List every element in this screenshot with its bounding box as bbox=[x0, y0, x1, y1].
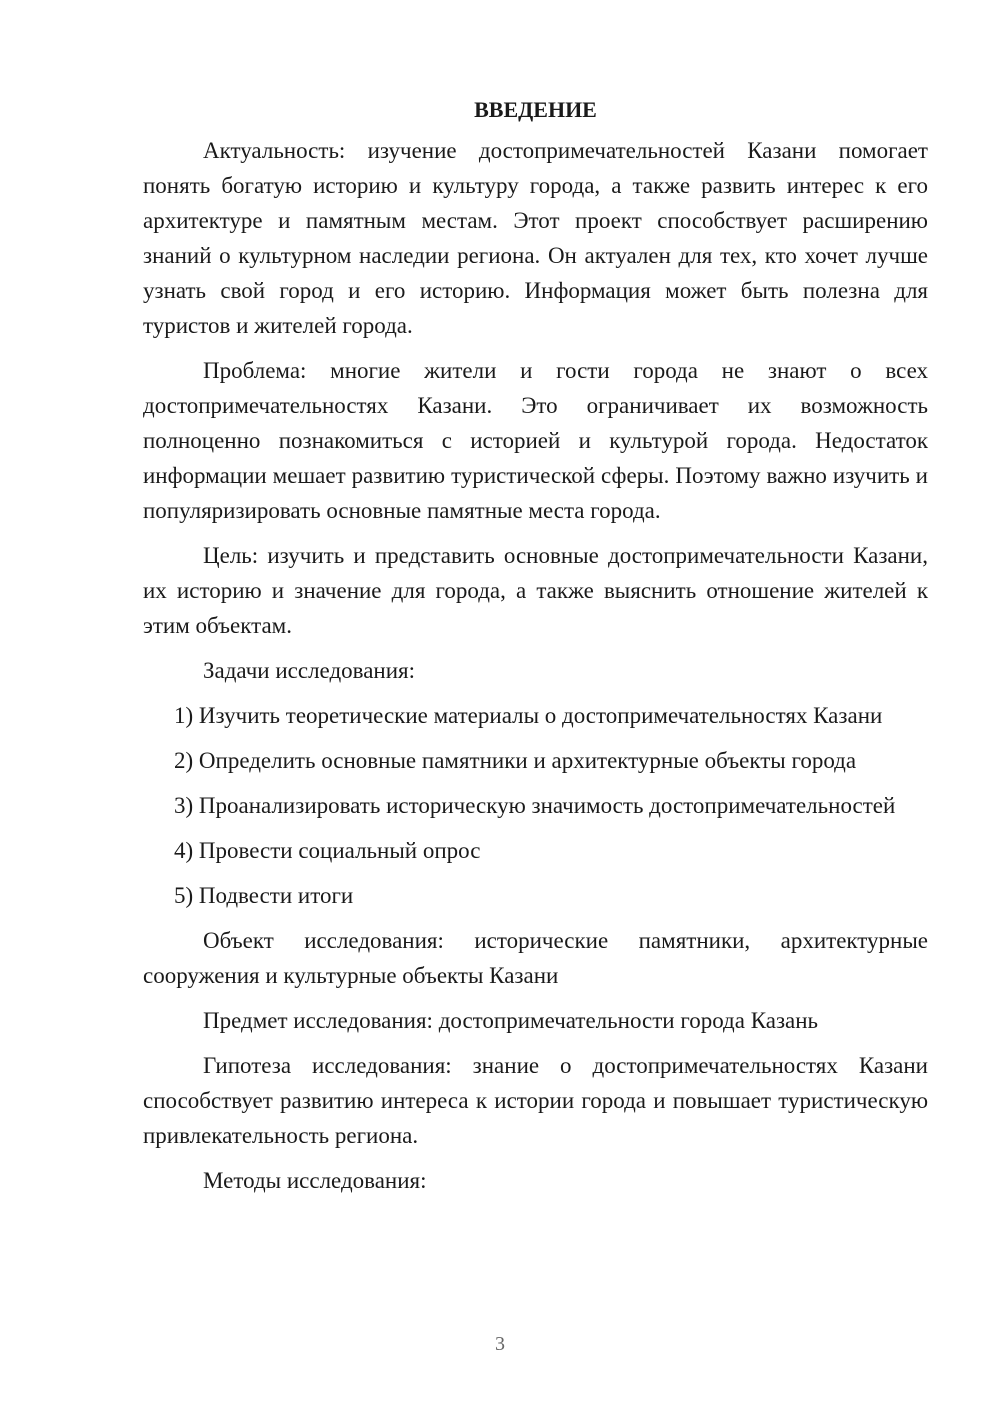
task-item-3: 3) Проанализировать историческую значимость достопримечательностей bbox=[174, 793, 896, 818]
task-item-1: 1) Изучить теоретические материалы о достопримечательностях Казани bbox=[174, 703, 883, 728]
object-paragraph: Объект исследования: исторические памятники, архитектурные сооружения и культурные объекты Казани bbox=[143, 928, 928, 988]
section-title: ВВЕДЕНИЕ bbox=[474, 97, 597, 122]
task-item-4: 4) Провести социальный опрос bbox=[174, 838, 481, 863]
tasks-heading: Задачи исследования: bbox=[203, 658, 416, 683]
problem-paragraph: Проблема: многие жители и гости города не знают о всех достопримечательностях Казани. Это ограничивает их возможность полноценно познакомиться с историей и культурой города. Недостаток информации мешает развитию туристической сферы. Поэтому важно изучить и популяризировать основные памятные места города. bbox=[143, 358, 928, 523]
document-page bbox=[143, 92, 928, 1208]
methods-heading: Методы исследования: bbox=[203, 1168, 427, 1193]
relevance-paragraph: Актуальность: изучение достопримечательностей Казани помогает понять богатую историю и культуру города, а также развить интерес к его архитектуре и памятным местам. Этот проект способствует расширению знаний о культурном наследии региона. Он актуален для тех, кто хочет лучше узнать свой город и его историю. Информация может быть полезна для туристов и жителей города. bbox=[143, 138, 928, 338]
subject-paragraph: Предмет исследования: достопримечательности города Казань bbox=[203, 1008, 819, 1033]
task-item-2: 2) Определить основные памятники и архитектурные объекты города bbox=[174, 748, 857, 773]
page-number: 3 bbox=[495, 1333, 505, 1355]
goal-paragraph: Цель: изучить и представить основные достопримечательности Казани, их историю и значение для города, а также выяснить отношение жителей к этим объектам. bbox=[143, 543, 928, 638]
hypothesis-paragraph: Гипотеза исследования: знание о достопримечательностях Казани способствует развитию интереса к истории города и повышает туристическую привлекательность региона. bbox=[143, 1053, 928, 1148]
task-item-5: 5) Подвести итоги bbox=[174, 883, 354, 908]
